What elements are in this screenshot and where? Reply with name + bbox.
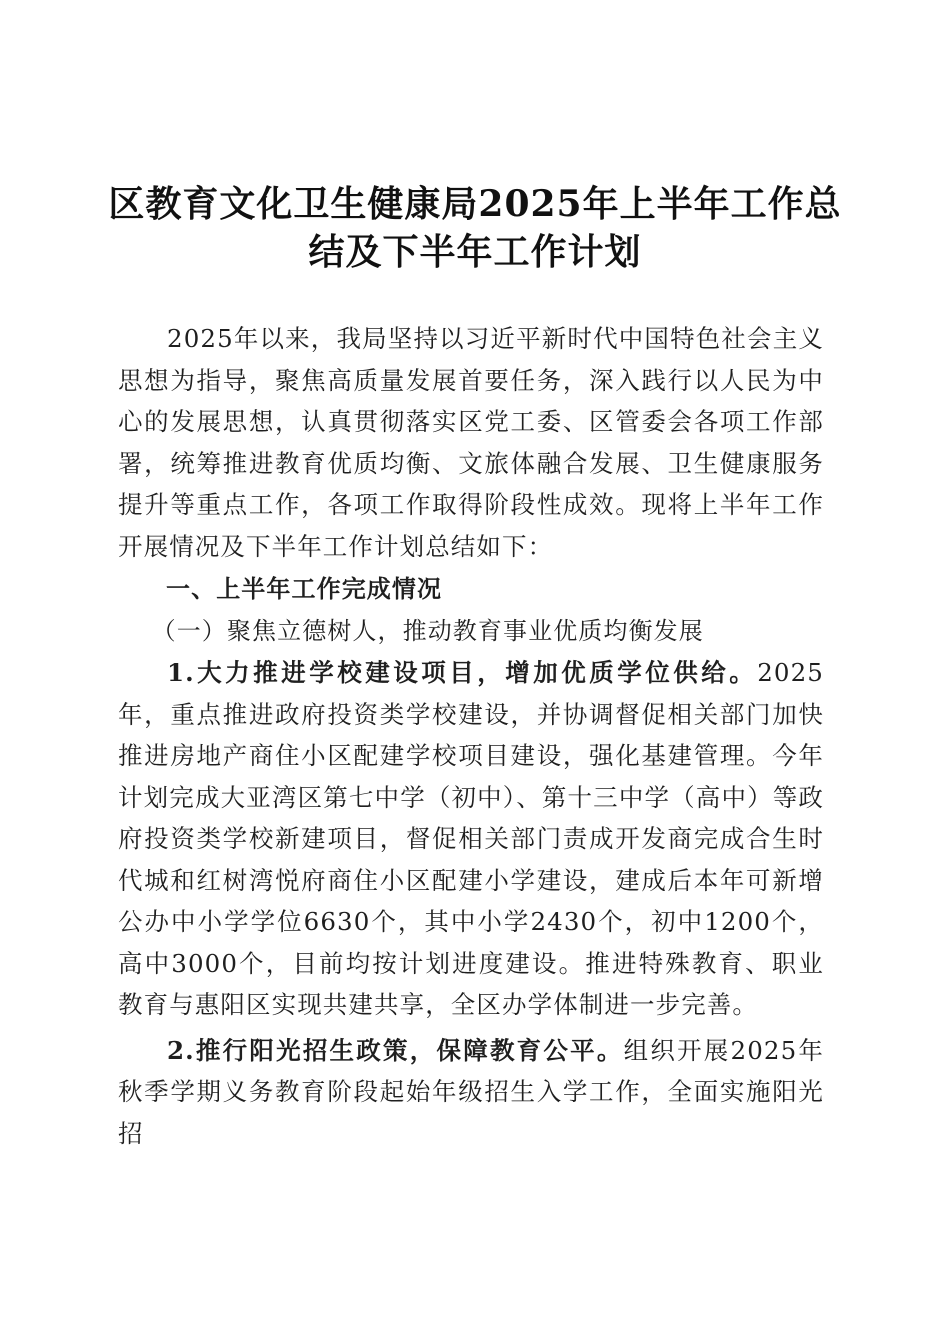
item-2-lead: 2.推行阳光招生政策，保障教育公平。	[167, 1035, 624, 1065]
subsection-heading-1: （一）聚焦立德树人，推动教育事业优质均衡发展	[151, 616, 704, 645]
title-line-2: 结及下半年工作计划	[308, 231, 642, 273]
item-1-lead: 1.大力推进学校建设项目，增加优质学位供给。	[167, 658, 758, 687]
document-title	[100, 180, 850, 276]
item-1-text: 2025年，重点推进政府投资类学校建设，并协调督促相关部门加快推进房地产商住小区配建学校项目建设，强化基建管理。今年计划完成大亚湾区第七中学（初中）、第十三中学（高中）等政府投资类学校新建项目，督促相关部门责成开发商完成合生时代城和红树湾悦府商住小区配建小学建设，建成后本年可新增公办中小学学位6630个，其中小学2430个，初中1200个，高中3000个，目前均按计划进度建设。推进特殊教育、职业教育与惠阳区实现共建共享，全区办学体制进一步完善。	[118, 658, 824, 1019]
title-line-1: 区教育文化卫生健康局2025年上半年工作总	[108, 183, 842, 225]
document-body	[118, 318, 824, 1154]
item-2-text: 组织开展2025年秋季学期义务教育阶段起始年级招生入学工作，全面实施阳光招	[118, 1035, 825, 1148]
item-paragraph-1	[118, 652, 824, 1026]
intro-paragraph: 2025年以来，我局坚持以习近平新时代中国特色社会主义思想为指导，聚焦高质量发展首要任务，深入践行以人民为中心的发展思想，认真贯彻落实区党工委、区管委会各项工作部署，统筹推进教育优质均衡、文旅体融合发展、卫生健康服务提升等重点工作，各项工作取得阶段性成效。现将上半年工作开展情况及下半年工作计划总结如下：	[118, 324, 824, 561]
item-paragraph-2	[118, 1030, 824, 1155]
section-heading-1: 一、上半年工作完成情况	[166, 575, 443, 603]
